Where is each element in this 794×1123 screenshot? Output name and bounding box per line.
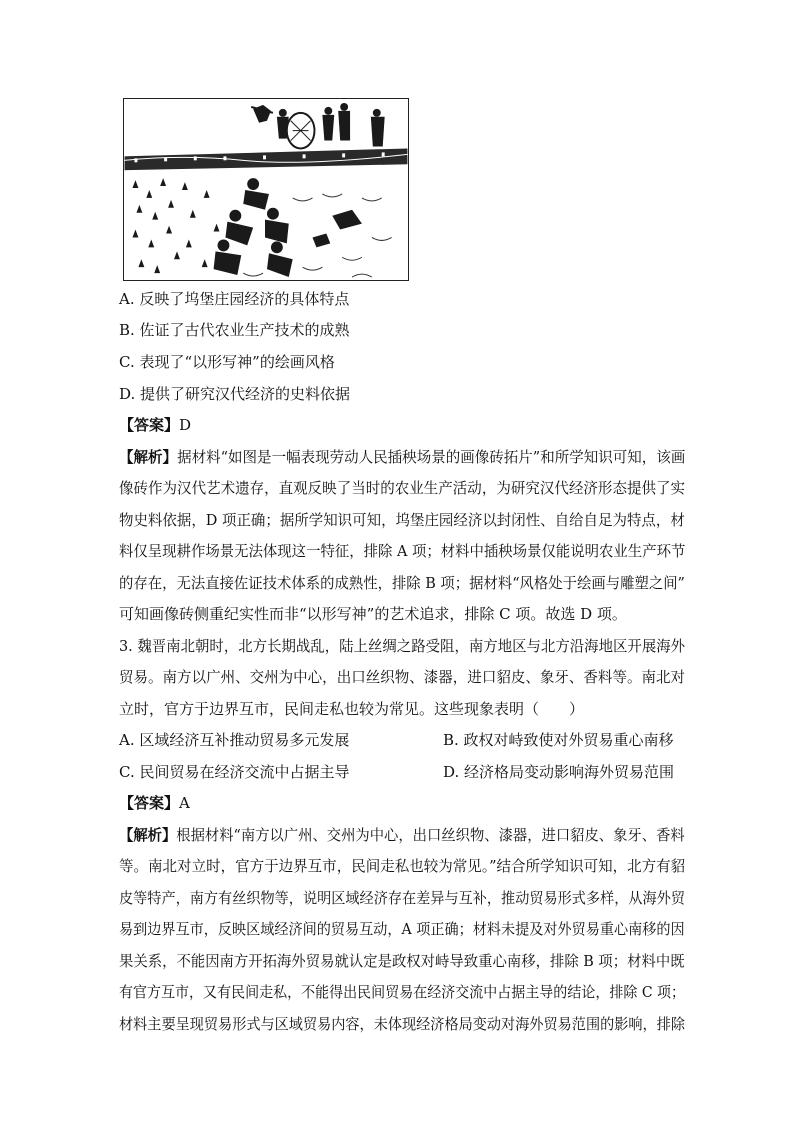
q2-analysis-line: 像砖作为汉代艺术遗存，直观反映了当时的农业生产活动，为研究汉代经济形态提供了实 xyxy=(119,479,686,497)
q3-option-b: B. 政权对峙致使对外贸易重心南移 xyxy=(443,731,674,749)
q3-option-d: D. 经济格局变动影响海外贸易范围 xyxy=(443,763,675,781)
q3-analysis-line: 皮等特产，南方有丝织物等，说明区域经济存在差异与互补，推动贸易形式多样，从海外贸 xyxy=(119,889,686,907)
q3-stem-line: 立时，官方于边界互市，民间走私也较为常见。这些现象表明（ ） xyxy=(119,700,585,718)
q2-analysis-line: 的存在，无法直接佐证技术体系的成熟性，排除 B 项；据材料“风格处于绘画与雕塑之间” xyxy=(119,574,685,592)
answer-tag: 【答案】 xyxy=(119,794,180,812)
brick-rubbing-image xyxy=(124,99,408,280)
q2-analysis-line xyxy=(119,447,686,467)
q2-analysis-line: 可知画像砖侧重纪实性而非“以形写神”的艺术追求，排除 C 项。故选 D 项。 xyxy=(119,605,627,623)
q2-option-a: A. 反映了坞堡庄园经济的具体特点 xyxy=(119,290,350,308)
q3-option-a: A. 区域经济互补推动贸易多元发展 xyxy=(119,731,350,749)
rubbing-illustration xyxy=(123,98,409,281)
answer-tag: 【答案】 xyxy=(119,416,180,434)
answer-value: A xyxy=(179,794,190,812)
q2-answer xyxy=(119,415,191,435)
analysis-tag: 【解析】 xyxy=(119,448,178,466)
q2-option-c: C. 表现了“以形写神”的绘画风格 xyxy=(119,353,335,371)
q3-analysis-line: 材料主要呈现贸易形式与区域贸易内容，未体现经济格局变动对海外贸易范围的影响，排除 xyxy=(119,1015,686,1033)
q3-analysis-line: 等。南北对立时，官方于边界互市，民间走私也较为常见。”结合所学知识可知，北方有貂 xyxy=(119,857,686,875)
q2-analysis-line: 料仅呈现耕作场景无法体现这一特征，排除 A 项；材料中插秧场景仅能说明农业生产环节 xyxy=(119,542,686,560)
q3-stem-line: 贸易。南方以广州、交州为中心，出口丝织物、漆器，进口貂皮、象牙、香料等。南北对 xyxy=(119,668,686,686)
q2-analysis-line: 物史料依据，D 项正确；据所学知识可知，坞堡庄园经济以封闭性、自给自足为特点，材 xyxy=(119,511,685,529)
analysis-text: 根据材料“南方以广州、交州为中心，出口丝织物、漆器，进口貂皮、象牙、香料 xyxy=(176,826,685,844)
q3-option-c: C. 民间贸易在经济交流中占据主导 xyxy=(119,763,350,781)
q3-analysis-line: 果关系，不能因南方开拓海外贸易就认定是政权对峙导致重心南移，排除 B 项；材料中既 xyxy=(119,952,685,970)
q3-answer xyxy=(119,793,190,813)
q3-analysis-line: 易到边界互市，反映区域经济间的贸易互动，A 项正确；材料未提及对外贸易重心南移的因 xyxy=(119,920,685,938)
q2-option-b: B. 佐证了古代农业生产技术的成熟 xyxy=(119,321,350,339)
analysis-tag: 【解析】 xyxy=(119,826,177,844)
q3-stem-line: 3. 魏晋南北朝时，北方长期战乱，陆上丝绸之路受阻，南方地区与北方沿海地区开展海外 xyxy=(119,637,686,655)
q2-option-d: D. 提供了研究汉代经济的史料依据 xyxy=(119,385,351,403)
answer-value: D xyxy=(179,416,192,434)
q3-analysis-line xyxy=(119,825,685,845)
analysis-text: 据材料“如图是一幅表现劳动人民插秧场景的画像砖拓片”和所学知识可知，该画 xyxy=(177,448,686,466)
q3-analysis-line: 有官方互市，又有民间走私，不能得出民间贸易在经济交流中占据主导的结论，排除 C 项； xyxy=(119,983,686,1001)
